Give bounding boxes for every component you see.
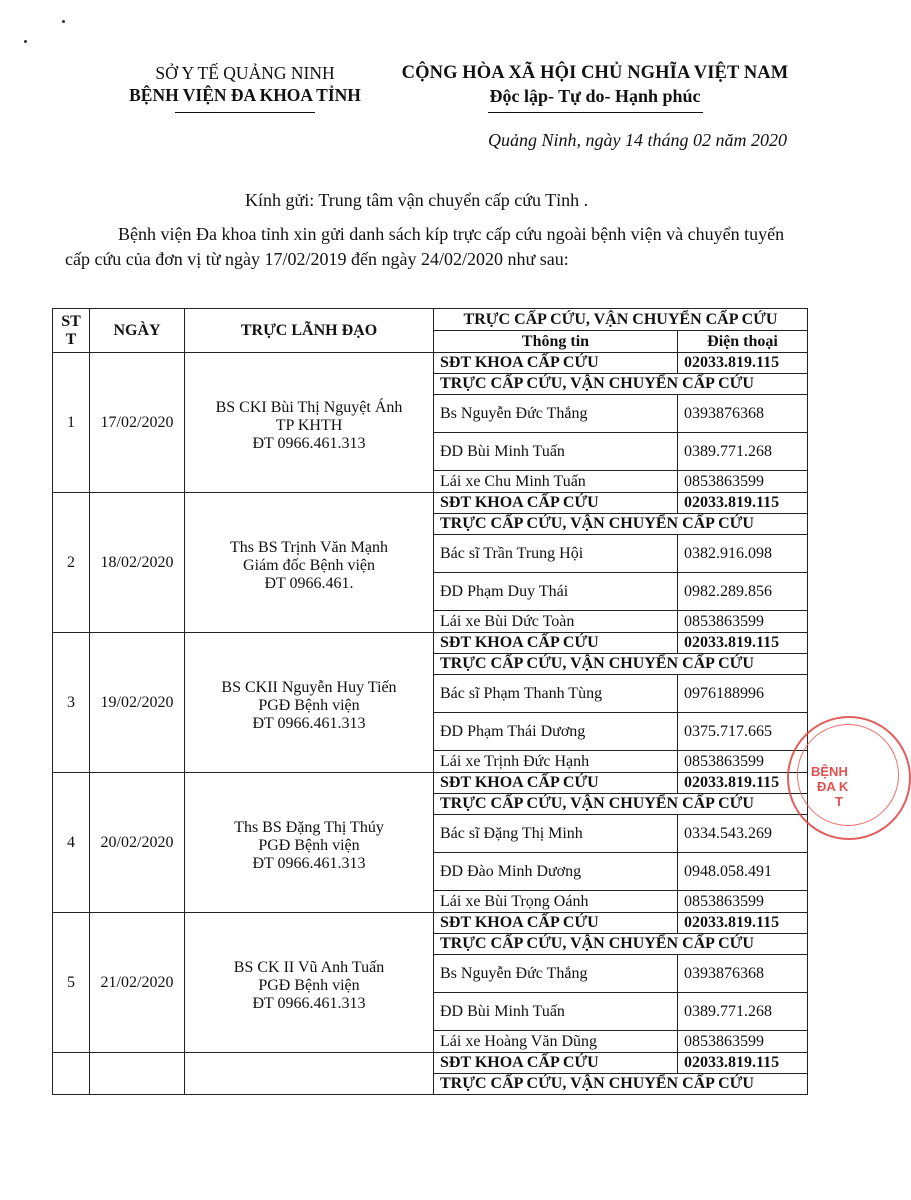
table-row (53, 633, 808, 654)
national-motto-block (375, 62, 815, 113)
er-hotline-phone: 02033.819.115 (678, 633, 808, 654)
staff-phone-cell: 0982.289.856 (678, 573, 808, 611)
leader-line: PGĐ Bệnh viện (258, 696, 360, 714)
nation-title: CỘNG HÒA XÃ HỘI CHỦ NGHĨA VIỆT NAM (401, 63, 789, 83)
staff-name-cell: Lái xe Bùi Dức Toàn (434, 611, 678, 633)
staff-phone-cell: 0853863599 (678, 751, 808, 773)
er-hotline-label: SĐT KHOA CẤP CỨU (434, 493, 678, 514)
er-hotline-label: SĐT KHOA CẤP CỨU (434, 913, 678, 934)
leader-cell (185, 1053, 434, 1095)
staff-phone-cell: 0853863599 (678, 471, 808, 493)
staff-phone-cell: 0976188996 (678, 675, 808, 713)
dateline: Quảng Ninh, ngày 14 tháng 02 năm 2020 (488, 130, 787, 150)
leader-line: ĐT 0966.461.313 (252, 854, 366, 872)
duty-subheader: TRỰC CẤP CỨU, VẬN CHUYỂN CẤP CỨU (434, 794, 808, 815)
er-hotline-phone: 02033.819.115 (678, 493, 808, 514)
leader-line: BS CKII Nguyễn Huy Tiến (221, 678, 397, 696)
er-hotline-phone: 02033.819.115 (678, 913, 808, 934)
er-hotline-phone: 02033.819.115 (678, 1053, 808, 1074)
scan-speck (24, 40, 27, 43)
staff-name-cell: Bác sĩ Trần Trung Hội (434, 535, 678, 573)
leader-cell (185, 493, 434, 633)
staff-phone-cell: 0853863599 (678, 1031, 808, 1053)
issuer-name: BỆNH VIỆN ĐA KHOA TỈNH (129, 85, 361, 105)
leader-cell (185, 913, 434, 1053)
duty-subheader: TRỰC CẤP CỨU, VẬN CHUYỂN CẤP CỨU (434, 654, 808, 675)
staff-name-cell: Lái xe Trịnh Đức Hạnh (434, 751, 678, 773)
staff-phone-cell: 0948.058.491 (678, 853, 808, 891)
staff-name-cell: Lái xe Chu Minh Tuấn (434, 471, 678, 493)
staff-name-cell: Bs Nguyễn Đức Thắng (434, 955, 678, 993)
staff-phone-cell: 0389.771.268 (678, 433, 808, 471)
issuer-block (95, 62, 395, 113)
stt-cell: 3 (53, 633, 90, 773)
staff-name-cell: ĐD Phạm Thái Dương (434, 713, 678, 751)
leader-line: PGĐ Bệnh viện (258, 976, 360, 994)
leader-line: Ths BS Trịnh Văn Mạnh (230, 538, 388, 556)
date-cell: 20/02/2020 (90, 773, 185, 913)
header-date: NGÀY (90, 309, 185, 353)
er-hotline-label: SĐT KHOA CẤP CỨU (434, 1053, 678, 1074)
staff-phone-cell: 0393876368 (678, 395, 808, 433)
date-cell (90, 1053, 185, 1095)
date-cell: 17/02/2020 (90, 353, 185, 493)
table-row (53, 913, 808, 934)
scan-speck (62, 20, 65, 23)
staff-name-cell: Bác sĩ Đặng Thị Minh (434, 815, 678, 853)
table-header-row (53, 309, 808, 331)
er-hotline-label: SĐT KHOA CẤP CỨU (434, 353, 678, 374)
date-cell: 21/02/2020 (90, 913, 185, 1053)
staff-phone-cell: 0382.916.098 (678, 535, 808, 573)
duty-subheader: TRỰC CẤP CỨU, VẬN CHUYỂN CẤP CỨU (434, 514, 808, 535)
issuer-underline (175, 112, 315, 113)
table-row (53, 1053, 808, 1074)
red-seal-stamp (787, 716, 911, 840)
staff-name-cell: Lái xe Hoàng Văn Dũng (434, 1031, 678, 1053)
header-phone: Điện thoại (678, 331, 808, 353)
duty-subheader: TRỰC CẤP CỨU, VẬN CHUYỂN CẤP CỨU (434, 374, 808, 395)
staff-name-cell: ĐD Bùi Minh Tuấn (434, 433, 678, 471)
staff-name-cell: Bs Nguyễn Đức Thắng (434, 395, 678, 433)
staff-phone-cell: 0375.717.665 (678, 713, 808, 751)
date-cell: 19/02/2020 (90, 633, 185, 773)
er-hotline-label: SĐT KHOA CẤP CỨU (434, 633, 678, 654)
staff-name-cell: Lái xe Bùi Trọng Oánh (434, 891, 678, 913)
leader-line: BS CKI Bùi Thị Nguyệt Ánh (215, 398, 403, 416)
leader-cell (185, 773, 434, 913)
header-stt: ST T (53, 309, 90, 353)
leader-line: ĐT 0966.461.313 (252, 714, 366, 732)
staff-name-cell: ĐD Phạm Duy Thái (434, 573, 678, 611)
stt-cell: 2 (53, 493, 90, 633)
staff-phone-cell: 0853863599 (678, 891, 808, 913)
header-duty-group: TRỰC CẤP CỨU, VẬN CHUYỂN CẤP CỨU (434, 309, 808, 331)
leader-line: Ths BS Đặng Thị Thúy (234, 818, 384, 836)
stt-cell: 1 (53, 353, 90, 493)
issuer-parent: SỞ Y TẾ QUẢNG NINH (155, 63, 335, 83)
stt-cell: 4 (53, 773, 90, 913)
header-leader: TRỰC LÃNH ĐẠO (185, 309, 434, 353)
leader-line: PGĐ Bệnh viện (258, 836, 360, 854)
table-row (53, 493, 808, 514)
nation-motto: Độc lập- Tự do- Hạnh phúc (489, 86, 701, 106)
leader-cell (185, 353, 434, 493)
staff-name-cell: ĐD Đào Minh Dương (434, 853, 678, 891)
staff-phone-cell: 0853863599 (678, 611, 808, 633)
motto-underline (488, 112, 703, 113)
staff-name-cell: ĐD Bùi Minh Tuấn (434, 993, 678, 1031)
staff-phone-cell: 0393876368 (678, 955, 808, 993)
table-row (53, 353, 808, 374)
recipient-line: Kính gửi: Trung tâm vận chuyển cấp cứu Tỉnh . (245, 190, 589, 210)
seal-text: BỆNH ĐA K T (811, 764, 849, 809)
stt-cell: 5 (53, 913, 90, 1053)
stt-cell (53, 1053, 90, 1095)
date-cell: 18/02/2020 (90, 493, 185, 633)
er-hotline-phone: 02033.819.115 (678, 773, 808, 794)
staff-phone-cell: 0389.771.268 (678, 993, 808, 1031)
leader-line: BS CK II Vũ Anh Tuấn (233, 958, 385, 976)
staff-phone-cell: 0334.543.269 (678, 815, 808, 853)
leader-line: Giám đốc Bệnh viện (243, 556, 375, 574)
leader-cell (185, 633, 434, 773)
er-hotline-phone: 02033.819.115 (678, 353, 808, 374)
header-info: Thông tin (434, 331, 678, 353)
table-row (53, 773, 808, 794)
duty-subheader: TRỰC CẤP CỨU, VẬN CHUYỂN CẤP CỨU (434, 1074, 808, 1095)
leader-line: ĐT 0966.461.313 (252, 434, 366, 452)
duty-subheader: TRỰC CẤP CỨU, VẬN CHUYỂN CẤP CỨU (434, 934, 808, 955)
intro-paragraph: Bệnh viện Đa khoa tỉnh xin gửi danh sách kíp trực cấp cứu ngoài bệnh viện và chuyển tuyến cấp cứu của đơn vị từ ngày 17/02/2019 đến ngày 24/02/2020 như sau: (65, 224, 785, 269)
duty-schedule-table (52, 308, 808, 1095)
leader-line: TP KHTH (275, 416, 343, 434)
leader-line: ĐT 0966.461.313 (252, 994, 366, 1012)
er-hotline-label: SĐT KHOA CẤP CỨU (434, 773, 678, 794)
staff-name-cell: Bác sĩ Phạm Thanh Tùng (434, 675, 678, 713)
leader-line: ĐT 0966.461. (264, 574, 354, 592)
